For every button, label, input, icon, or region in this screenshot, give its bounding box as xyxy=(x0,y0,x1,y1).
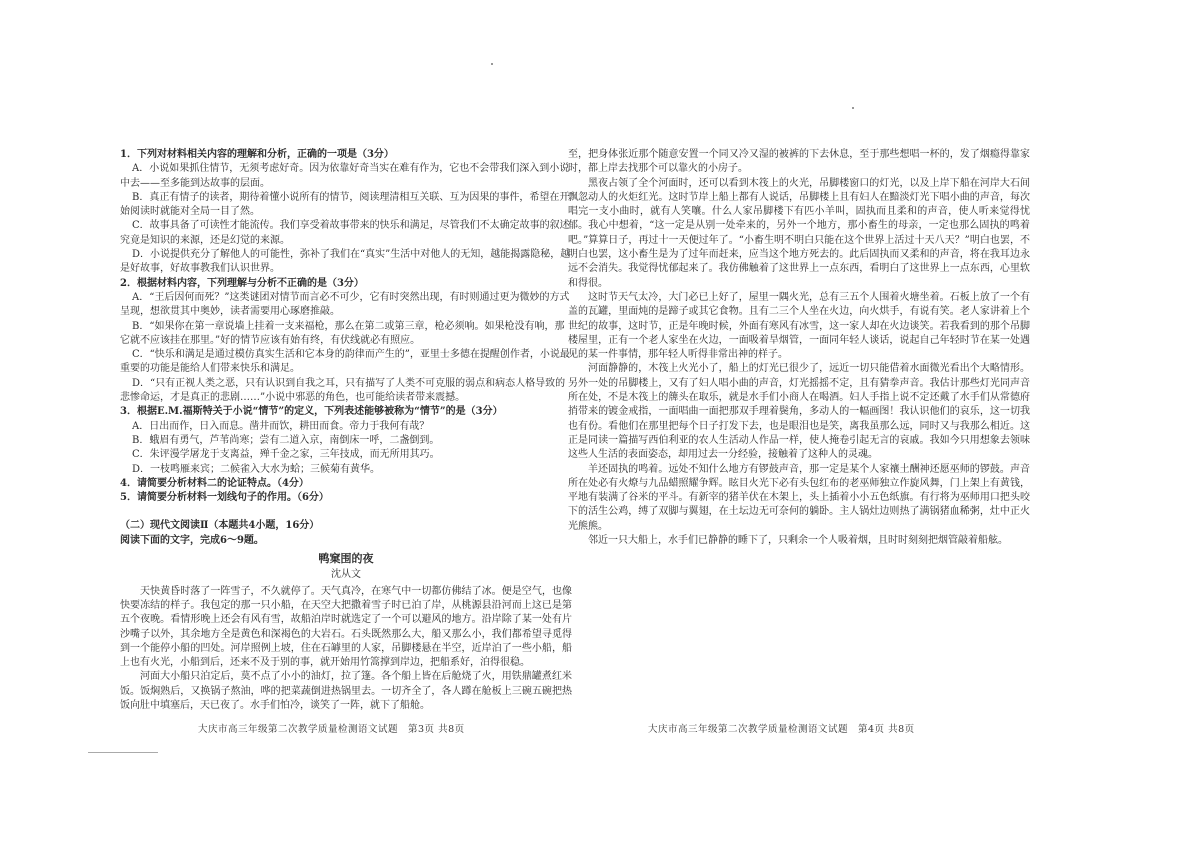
story-author: 沈从文 xyxy=(331,569,361,581)
scan-speck xyxy=(491,63,493,65)
question-3-option-b: B．蛾眉有勇气，芦苇尚寒；尝有二道入京，南倒床一呼，二盏倒到。 xyxy=(132,434,440,446)
page-footer-right: 大庆市高三年级第二次教学质量检测语文试题 第4页 共8页 xyxy=(648,724,915,735)
question-1-option-d: D．小说提供充分了解他人的可能性，弥补了我们在“真实”生活中对他人的无知，越能揭露隐秘，越是好故事，好故事教我们认识世界。 xyxy=(120,249,571,275)
question-2-option-a: A．“王后因何而死？”这类谜团对情节而言必不可少，它有时突然出现，有时则通过更为微妙的方式呈现，想欲贯其中奥妙，读者需要用心琢磨推敲。 xyxy=(120,291,570,318)
question-2-option-d: D．“只有正视人类之恶，只有认识到自我之耳，只有描写了人类不可克服的弱点和病态人格导致的悲惨命运，才是真正的悲剧……”小说中邪恶的角色，也可能给读者带来震撼。 xyxy=(120,377,566,404)
story-paragraph: 至，把身体张近那个随意安置一个同又冷又湿的被裤的下去休息，至于那些想唱一杯的，发了烟瘾得靠家时，都上岸去找那个可以靠火的小房子。 xyxy=(568,149,1030,175)
question-3-option-a: A．日出而作，日入而息。凿井而饮，耕田而食。帝力于我何有哉？ xyxy=(132,420,430,432)
reading-instruction: 阅读下面的文字，完成6～9题。 xyxy=(120,534,264,546)
scan-speck xyxy=(852,107,854,109)
story-paragraph: 黑夜占领了全个河面时，还可以看到木筏上的火光，吊脚楼窗口的灯光，以及上岸下船在河岸大石间飘忽动人的火炬红光。这时节岸上船上都有人说话，吊脚楼上且有妇人在黯淡灯光下唱小曲的声音，每次唱完一支小曲时，就有人笑嚷。什么人家吊脚楼下有匹小羊叫，固执而且柔和的声音，使人听来觉得忧郁。我心中想着，“这一定是从别一处牵来的，另外一个地方，那小畜生的母亲，一定也那么固执的鸣着吧。”算算日子，再过十一天便过年了。“小畜生明不明白只能在这个世界上活过十天八天？”明白也罢，不明白也罢，这小畜生是为了过年而赶来，应当这个地方死去的。此后固执而又柔和的声音，将在我耳边永远不会消失。我觉得忧郁起来了。我仿佛触着了这世界上一点东西，看明白了这世界上一点东西，心里软和得很。 xyxy=(568,177,1030,289)
story-paragraph: 河面大小船只泊定后，莫不点了小小的油灯，拉了篷。各个船上皆在后舱烧了火，用铁鼎罐煮红米饭。饭焖熟后，又换锅子熬油，哗的把菜蔬倒进热锅里去。一切齐全了，各人蹲在舱板上三碗五碗把热饭向肚中填塞后，天已夜了。水手们怕冷，谈笑了一阵，就下了船舱。 xyxy=(120,671,572,711)
story-paragraph: 天快黄昏时落了一阵雪子，不久就停了。天气真冷，在寒气中一切都仿佛结了冰。便是空气，也像快要冻结的样子。我包定的那一只小船，在天空大把撒着雪子时已泊了岸，从桃源县沿河而上这已是第五个夜晚。看情形晚上还会有风有雪，故船泊岸时就选定了一个可以避风的地方。沿岸除了某一处有片沙嘴子以外，其余地方全是黄色和深褐色的大岩石。石头既然那么大，船又那么小，我们都希望寻觅得到一个能停小船的凹处。河岸照例上坡，住在石罅里的人家，吊脚楼悬在半空，近岸泊了一些小船，船上也有火光，小船到后，还来不及于别的事，就开始用竹篙撑到岸边，把船系好，泊得很稳。 xyxy=(120,585,572,669)
story-paragraph: 这时节天气太冷，大门必已上好了，屋里一隅火光，总有三五个人围着火塘坐着。石板上放了一个有盖的瓦罐，里面炖的是蹄子或其它食物。且有二三个人坐在火边，向火烘手，有说有笑。老人家讲着上个世纪的故事，这时节，正是年晚时候，外面有寒风有冰雪，这一家人却在火边谈笑。若我看到的那个吊脚楼屋里，正有一个老人家坐在火边，一面吸着旱烟管，一面同年轻人谈话，说起自己年轻时节在某一处遇见的某一件事情，那年轻人听得非常出神的样子。 xyxy=(568,291,1030,361)
story-paragraph: 羊还固执的鸣着。远处不知什么地方有锣鼓声音，那一定是某个人家禳土酬神还愿巫师的锣鼓。声音所在处必有火燎与九品蜡照耀争辉。眩目火光下必有头包红布的老巫师独立作旋风舞，门上架上有黄钱，平地有装满了谷米的平斗。有新宰的猪羊伏在木架上，头上插着小小五色纸旗。有行将为巫师用口把头咬下的活生公鸡，缚了双脚与翼翅，在土坛边无可奈何的躺卧。主人锅灶边则热了满锅猪血稀粥，灶中正火光熊熊。 xyxy=(568,463,1030,532)
question-1-option-b: B．真正有情子的读者，期待着懂小说所有的情节，阅读理清相互关联、互为因果的事件，希望在开始阅读时就能对全局一目了然。 xyxy=(120,191,570,218)
question-3-stem: 3．根据E.M.福斯特关于小说“情节”的定义，下列表述能够被称为“情节”的是（3分） xyxy=(120,406,503,418)
section-heading: （二）现代文阅读Ⅱ（本题共4小题，16分） xyxy=(120,520,320,532)
question-2-stem: 2．根据材料内容，下列理解与分析不正确的是（3分） xyxy=(120,277,364,289)
scan-mark xyxy=(88,752,158,753)
question-4: 4．请简要分析材料二的论证特点。（4分） xyxy=(120,477,309,489)
question-2-option-c: C．“快乐和满足是通过模仿真实生活和它本身的韵律而产生的”，亚里士多德在提醒创作者，小说最重要的功能是能给人们带来快乐和满足。 xyxy=(120,349,570,375)
story-title: 鸭窠围的夜 xyxy=(318,552,374,566)
story-paragraph: 邻近一只大船上，水手们已静静的睡下了，只剩余一个人吸着烟，且时时刻刻把烟管敲着船舷。 xyxy=(588,535,1008,547)
left-page xyxy=(120,148,572,713)
question-1-option-c: C．故事具备了可读性才能流传。我们享受着故事带来的快乐和满足，尽管我们不太确定故事的叙述究竟是知识的来源，还是幻觉的来源。 xyxy=(120,220,570,246)
question-3-option-d: D．一枝鸣雁来宾；二候雀入大水为蛤；三候菊有黄华。 xyxy=(132,463,381,475)
question-5: 5．请简要分析材料一划线句子的作用。（6分） xyxy=(120,492,329,504)
story-paragraph: 河面静静的，木筏上火光小了，船上的灯光已很少了，远近一切只能借着水面微光看出个大略情形。另外一处的吊脚楼上，又有了妇人唱小曲的声音，灯光摇摇不定，且有猜拳声音。我估计那些灯光同声音所在处，不是木筏上的簰头在取乐，就是水手们小商人在喝酒。妇人手指上说不定还戴了水手们从常德府捎带来的镀金戒指，一面唱曲一面把那双手理着鬓角，多动人的一幅画图！我认识他们的哀乐，这一切我也有份。看他们在那里把每个日子打发下去，也是眼泪也是笑，离我虽那么远，同时又与我那么相近。这正是同读一篇描写西伯利亚的农人生活动人作品一样，使人掩卷引起无言的哀戚。我如今只用想象去领味这些人生活的表面姿态，却用过去一分经验，接触着了这种人的灵魂。 xyxy=(568,363,1030,461)
question-1-option-a: A．小说如果抓住情节，无须考虑好奇。因为依靠好奇当实在难有作为，它也不会带我们深入到小说中去——至多能到达故事的层面。 xyxy=(120,163,570,189)
question-1-stem: 1．下列对材料相关内容的理解和分析，正确的一项是（3分） xyxy=(120,149,394,160)
right-page xyxy=(568,148,1030,548)
page-footer-left: 大庆市高三年级第二次教学质量检测语文试题 第3页 共8页 xyxy=(198,724,465,735)
question-2-option-b: B．“如果你在第一章说墙上挂着一支来福枪，那么在第二或第三章，枪必须响。如果枪没有响，那它就不应该挂在那里。”好的情节应该有始有终，有伏线就必有照应。 xyxy=(120,320,565,346)
question-3-option-c: C．朱评漫学屠龙于支离益，殚千金之家，三年技成，而无所用其巧。 xyxy=(132,449,440,461)
